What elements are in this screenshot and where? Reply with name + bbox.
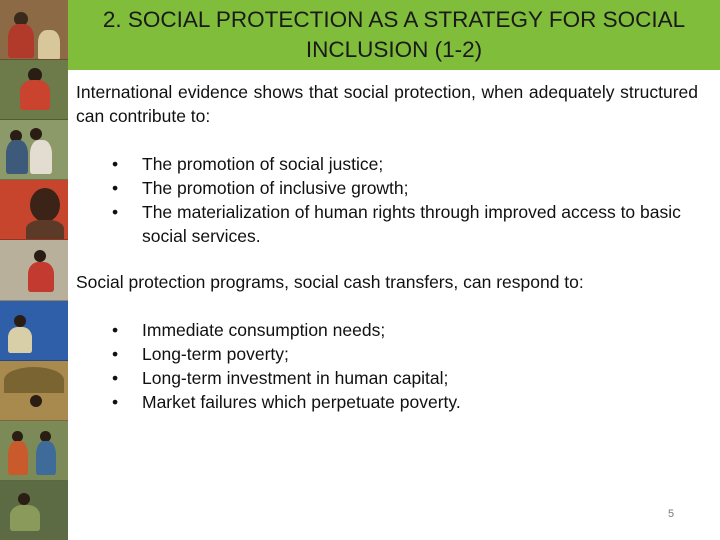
bullet-icon: • bbox=[112, 178, 119, 198]
photo-group-people bbox=[0, 120, 68, 180]
bullet-icon: • bbox=[112, 344, 119, 364]
list-item: • The promotion of inclusive growth; bbox=[76, 176, 698, 200]
intro-paragraph: International evidence shows that social protection, when adequately structured can contribute to: bbox=[76, 82, 698, 126]
list-item: • Market failures which perpetuate poverty. bbox=[76, 390, 698, 414]
bullet-icon: • bbox=[112, 368, 119, 388]
list-item: • Long-term investment in human capital; bbox=[76, 366, 698, 390]
photo-strip bbox=[0, 0, 68, 540]
photo-woman-market bbox=[0, 60, 68, 120]
list-item: • The promotion of social justice; bbox=[76, 152, 698, 176]
programs-paragraph: Social protection programs, social cash transfers, can respond to: bbox=[76, 272, 584, 292]
slide-title bbox=[84, 5, 704, 65]
list-item: • The materialization of human rights through improved access to basic social services. bbox=[76, 200, 698, 248]
benefits-list bbox=[76, 152, 698, 248]
title-bar bbox=[68, 0, 720, 70]
photo-straw-hut bbox=[0, 361, 68, 421]
bullet-icon: • bbox=[112, 202, 119, 222]
bullet-icon: • bbox=[112, 154, 119, 174]
photo-women-with-baskets bbox=[0, 0, 68, 60]
photo-children-standing bbox=[0, 421, 68, 481]
title-line-2: INCLUSION (1-2) bbox=[305, 37, 483, 62]
page-number: 5 bbox=[668, 508, 675, 520]
photo-child-portrait bbox=[0, 180, 68, 240]
bullet-icon: • bbox=[112, 392, 119, 412]
list-item: • Long-term poverty; bbox=[76, 342, 698, 366]
photo-seated-group bbox=[0, 481, 68, 540]
photo-people-outdoors bbox=[0, 240, 68, 300]
slide-content bbox=[76, 80, 698, 414]
list-item: • Immediate consumption needs; bbox=[76, 318, 698, 342]
bullet-icon: • bbox=[112, 320, 119, 340]
photo-blue-tarp bbox=[0, 301, 68, 361]
needs-list bbox=[76, 318, 698, 414]
title-line-1: 2. SOCIAL PROTECTION AS A STRATEGY FOR SOCIAL bbox=[102, 7, 686, 32]
